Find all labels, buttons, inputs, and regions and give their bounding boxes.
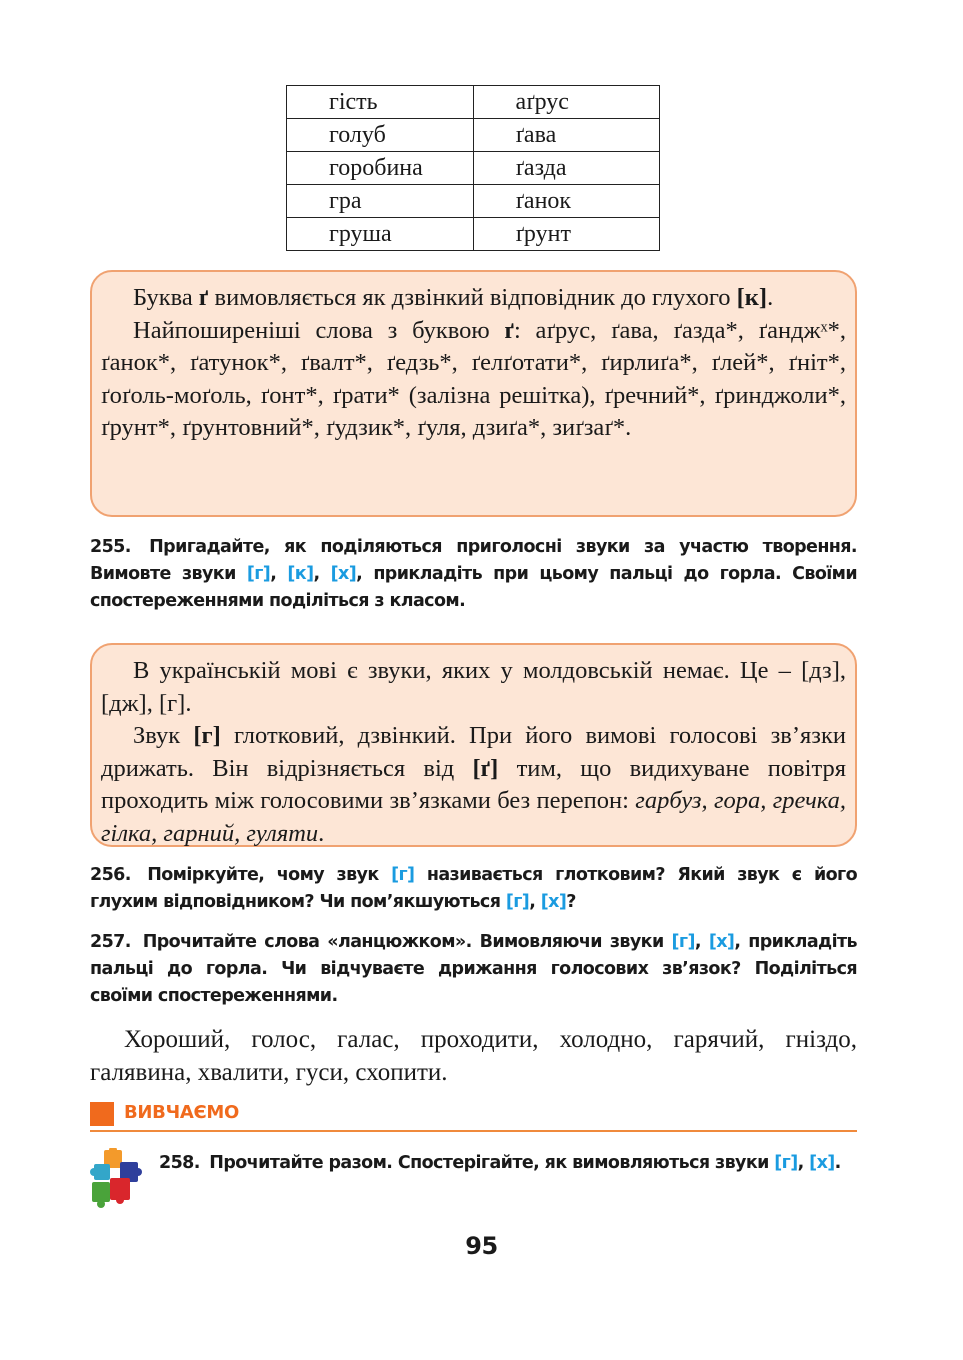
table-row [287,218,660,251]
sound-label: [г] [774,1153,798,1173]
task-text: . [834,1153,841,1173]
table-row [287,86,660,119]
section-header [90,1100,857,1132]
table-row [287,185,660,218]
table-row [287,152,660,185]
task-number: 255. [90,537,131,557]
text: вимовляється як дзвінкий відповідник до глухого [208,284,737,311]
task-text: , прикладіть при цьому пальці до горла. Своїми спостереженнями поділіться з класом. [90,564,858,611]
text: глотковий, дзвінкий. При його вимові голосові зв’язки дрижать. Він відрізняється від [101,722,846,782]
letter-highlight: ґ [504,316,515,344]
text: Звук [133,722,194,749]
text: . [318,819,325,847]
sound-label: [г] [505,892,530,912]
table-cell: горобина [287,152,474,185]
exercise-words: Хороший, голос, галас, проходити, холодно, гарячий, гніздо, галявина, хвалити, гуси, схопити. [90,1026,857,1086]
task-255 [90,534,857,615]
text: Найпоширеніші слова з буквою [133,316,505,344]
task-text: називається глотковим? Який звук є його глухим відповідником? Чи пом’якшуються [90,865,858,912]
task-text: Пригадайте, як поділяються приголосні звуки за участю творення. Вимовте звуки [90,537,857,584]
rule-box-h-sound [90,643,857,847]
letter-highlight: ґ [198,284,209,311]
rule-paragraph [101,315,846,445]
word-table [286,85,660,251]
table-cell: ґава [473,119,660,152]
task-258 [159,1150,857,1177]
task-text: ? [566,892,576,912]
puzzle-piece-teal [90,1164,110,1180]
task-text: Поміркуйте, чому звук [147,865,392,885]
word-list: : аґрус, ґава, ґазда*, ґанджˣ*, ґанок*, ґатунок*, ґвалт*, ґедзь*, ґелґотати*, ґирлиґа*, ґлей*, ґніт*, ґоґоль-моґоль, ґонт*, ґрати* (залізна решітка), ґречний*, ґринджоли*, ґрунт*, ґрунтовний*, ґудзик*, ґуля, дзиґа*, зиґзаґ*. [101,316,846,441]
text: Буква [133,284,199,311]
rule-paragraph [101,282,846,315]
rule-paragraph [101,720,846,850]
task-text: , прикладіть пальці до горла. Чи відчуваєте дрижання голосових зв’язок? Поділіться своїми спостереженнями. [90,932,857,1006]
table-cell: груша [287,218,474,251]
sound-label: [х] [330,564,357,584]
sound-label: [г] [671,932,695,952]
section-marker-icon [90,1102,114,1126]
rule-paragraph: В українській мові є звуки, яких у молдовській немає. Це – [дз], [дж], [г]. [101,657,846,717]
table-row [287,119,660,152]
sound-label: [х] [708,932,735,952]
puzzle-piece-green [92,1182,110,1208]
table-cell: аґрус [473,86,660,119]
separator: , [270,564,288,584]
task-number: 258. [159,1153,200,1173]
separator: , [797,1153,810,1173]
table-cell: гра [287,185,474,218]
separator: , [313,564,331,584]
section-title: ВИВЧАЄМО [124,1102,240,1123]
task-text: Прочитайте разом. Спостерігайте, як вимовляються звуки [209,1153,775,1173]
task-256 [90,862,857,916]
page-number: 95 [465,1232,498,1260]
table-cell: ґанок [473,185,660,218]
text: тим, що видихуване повітря проходить між голосовими зв’язками без перепон: [101,754,846,814]
sound-highlight: [г] [193,722,221,749]
puzzle-pieces-icon [90,1148,142,1208]
rule-box-g-letter [90,270,857,517]
puzzle-piece-red [110,1178,130,1204]
sound-highlight: [к] [736,284,768,311]
sound-label: [г] [391,865,415,885]
sound-label: [х] [809,1153,835,1173]
separator: , [694,932,709,952]
task-257 [90,929,857,1010]
sound-label: [к] [287,564,314,584]
sound-highlight: [ґ] [472,754,499,782]
task-number: 256. [90,865,131,885]
separator: , [529,892,541,912]
task-number: 257. [90,932,131,952]
table-cell: ґазда [473,152,660,185]
task-text: Прочитайте слова «ланцюжком». Вимовляючи звуки [142,932,672,952]
sound-label: [г] [246,564,271,584]
table-cell: гість [287,86,474,119]
chain-words-exercise [90,1024,857,1089]
table-cell: ґрунт [473,218,660,251]
text: . [767,284,774,311]
table-cell: голуб [287,119,474,152]
example-words: гарбуз, гора, гречка, гілка, гарний, гуляти [101,787,846,847]
sound-label: [х] [540,892,567,912]
